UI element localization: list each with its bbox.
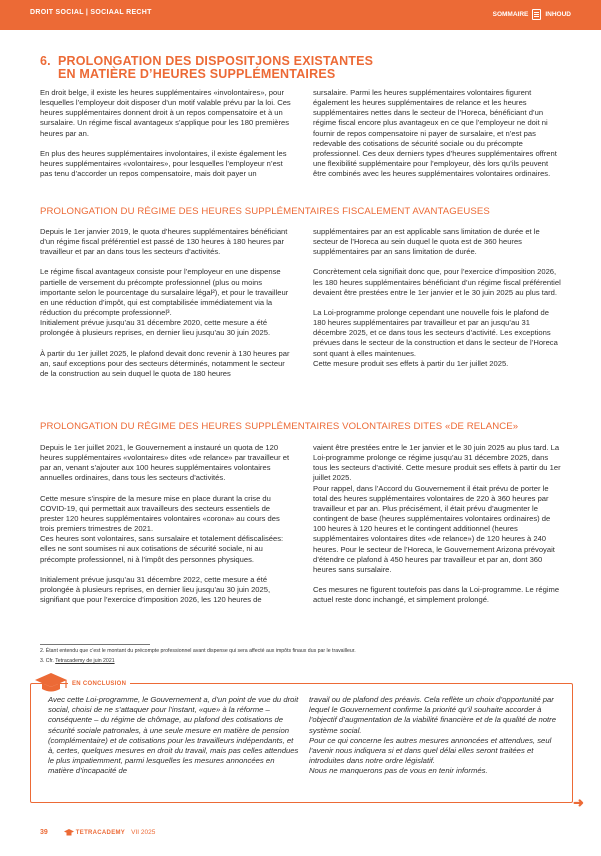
footnote-2: 2. Étant entendu que c’est le montant du précompte professionnel avant dispense qui sera affecté aux impôts finaux dus par le travailleur.	[40, 648, 356, 654]
footnote-3: 3. Cfr. Tetracademy de juin 2021	[40, 658, 115, 664]
conclusion-left-text: Avec cette Loi-programme, le Gouvernement a, d’un point de vue du droit social, choisi de ne s’attaquer pour l’instant, «que» à la réforme – conséquente – du régime de chômage, au plafond des cotisations de sécurité sociale patronales, à une seule mesure en matière de pension (complémentaire) et de cotisations pour les travailleurs indépendants, et à, certes, quelques mesures en droit du travail, mais pas celles attendues le plus impatiemment, parmi lesquelles les mesures annoncées en matière d’incapacité de	[48, 695, 299, 776]
intro-left-column: En droit belge, il existe les heures supplémentaires «involontaires», pour lesquelles l’employeur doit disposer d’un motif valable prévu par la loi. Ces heures supplémentaires donnent droit à un repos compensatoire et à un sursalaire. Un régime fiscal avantageux s’applique pour les 180 premières heures par an. En plus des heures supplémentaires involontaires, il existe également les heures supplémentaires «volontaires», pour lesquelles l’employeur n’est pas tenu d’accorder un repos compensatoire, mais doit payer un	[40, 88, 291, 179]
summary-link[interactable]: SOMMAIRE INHOUD	[492, 11, 571, 18]
section-heading-relance: PROLONGATION DU RÉGIME DES HEURES SUPPLÉMENTAIRES VOLONTAIRES DITES «DE RELANCE»	[40, 421, 519, 432]
tetracademy-logo: TETRACADEMY	[64, 829, 125, 836]
section2-right-column: vaient être prestées entre le 1er janvier et le 30 juin 2025 au plus tard. La Loi-programme prolonge ce régime jusqu’au 31 décembre 2025, dans tous les secteurs d’activité. Cette mesure produit ses effets à partir du 1er juillet 2025. Pour rappel, dans l’Accord du Gouvernement il était prévu de porter le total des heures supplémentaires volontaires de 220 à 360 heures par travailleur et par an. Plus précisément, il était prévu d’augmenter le contingent de base (heures supplémentaires volontaires ordinaires) de 100 heures à 120 heures et le contingent additionnel (heures supplémentaires volontaires dites «de relance») de 120 heures à 240 heures. Pour le secteur de l’Horeca, le Gouvernement Arizona prévoyait d’étendre ce plafond à 450 heures par travailleur et par an, dont 360 heures sans sursalaire. Ces mesures ne figurent toutefois pas dans la Loi-programme. Le régime actuel reste donc inchangé, et simplement prolongé.	[313, 443, 561, 605]
top-bar	[0, 0, 601, 30]
clipboard-icon	[532, 9, 541, 20]
next-page-arrow-icon[interactable]: ➜	[573, 795, 584, 810]
logo-cap-icon	[64, 829, 74, 836]
section-heading-fiscal: PROLONGATION DU RÉGIME DES HEURES SUPPLÉMENTAIRES FISCALEMENT AVANTAGEUSES	[40, 206, 490, 217]
section1-right-column: supplémentaires par an est applicable sans limitation de durée et le secteur de l’Horeca au sein duquel le quota est de 360 heures supplémentaires par an sans limitation de durée. Concrètement cela signifiait donc que, pour l’exercice d’imposition 2026, les 180 heures supplémentaires bénéficiant d’un régime fiscal préférentiel devaient être prestées entre le 1er janvier et le 30 juin 2025 au plus tard. La Loi-programme prolonge cependant une nouvelle fois le plafond de 180 heures supplémentaires par travailleur et par an jusqu’au 31 décembre 2025, et ce dans tous les secteurs d’activité. Les exceptions prévues dans le secteur de la construction et dans le secteur de l’Horeca sont quant à elles maintenues. Cette mesure produit ses effets à partir du 1er juillet 2025.	[313, 227, 561, 368]
footnote-divider	[40, 644, 150, 645]
conclusion-title: EN CONCLUSION	[68, 681, 130, 687]
issue-date: VII 2025	[131, 829, 156, 836]
page-title: 6. PROLONGATION DES DISPOSITJONS EXISTANTES EN MATIÈRE D’HEURES SUPPLÉMENTAIRES	[40, 54, 374, 81]
page-footer	[40, 829, 155, 836]
page-number: 39	[40, 829, 48, 836]
section2-left-column: Depuis le 1er juillet 2021, le Gouvernement a instauré un quota de 120 heures supplémentaires «volontaires» dites «de relance» par travailleur et par an, venant s’ajouter aux 100 heures supplémentaires volontaires annuelles ordinaires, dans tous les secteurs d’activités. Cette mesure s’inspire de la mesure mise en place durant la crise du COVID-19, qui permettait aux travailleurs des secteurs essentiels de prester 120 heures supplémentaires volontaires «corona» au cours des trois premiers trimestres de 2021. Ces heures sont volontaires, sans sursalaire et totalement défiscalisées: elles ne sont soumises ni aux cotisations de sécurité sociale, ni au précompte professionnel, ni à l’impôt des personnes physiques. Initialement prévue jusqu’au 31 décembre 2022, cette mesure a été prolongée à plusieurs reprises, en dernier lieu jusqu’au 30 juin 2025, signifiant que pour l’exercice d’imposition 2026, les 120 heures de	[40, 443, 290, 605]
section-breadcrumb: DROIT SOCIAL | SOCIAAL RECHT	[30, 9, 152, 16]
section1-left-column: Depuis le 1er janvier 2019, le quota d’heures supplémentaires bénéficiant d’un régime fiscal préférentiel est passé de 130 heures à 180 heures par travailleur et par an dans tous les secteurs d’activités. Le régime fiscal avantageux consiste pour l’employeur en une dispense partielle de versement du précompte professionnel (plus ou moins importante selon le pourcentage du sursalaire légal²), et pour le travailleur en une réduction d’impôt, qui est comptabilisée immédiatement via la réduction du précompte professionnel³. Initialement prévue jusqu’au 31 décembre 2020, cette mesure a été prolongée à plusieurs reprises, en dernier lieu jusqu’au 30 juin 2025. À partir du 1er juillet 2025, le plafond devait donc revenir à 130 heures par an, sauf exceptions pour des secteurs déterminés, notamment le secteur de la construction au sein duquel le quota de 180 heures	[40, 227, 290, 378]
footnote-link[interactable]: Tetracademy de juin 2021	[55, 658, 115, 664]
conclusion-right-text: travail ou de plafond des préavis. Cela reflète un choix d’opportunité par lequel le Gouvernement confirme la priorité qu’il souhaite accorder à l’objectif d’augmentation de la viabilité financière et de la qualité de notre système social. Pour ce qui concerne les autres mesures annoncées et attendues, seul l’avenir nous indiquera si et dans quel délai elles seront traitées et introduites dans notre ordre législatif. Nous ne manquerons pas de vous en tenir informés.	[309, 695, 557, 776]
graduation-cap-icon	[33, 671, 69, 695]
intro-right-column: sursalaire. Parmi les heures supplémentaires volontaires figurent également les heures supplémentaires de relance et les heures supplémentaires nettes dans le secteur de l’Horeca, bénéficiant d’un régime fiscal encore plus avantageux en ce que l’employeur ne doit ni fournir de repos compensatoire ni payer de sursalaire, et n’est pas redevable des cotisations de sécurité sociale ou du précompte professionnel. Ces deux derniers types d’heures supplémentaires offrent une flexibilité supplémentaire pour l’employeur, dès lors qu’ils peuvent être combinés avec les heures supplémentaires volontaires ordinaires.	[313, 88, 557, 179]
